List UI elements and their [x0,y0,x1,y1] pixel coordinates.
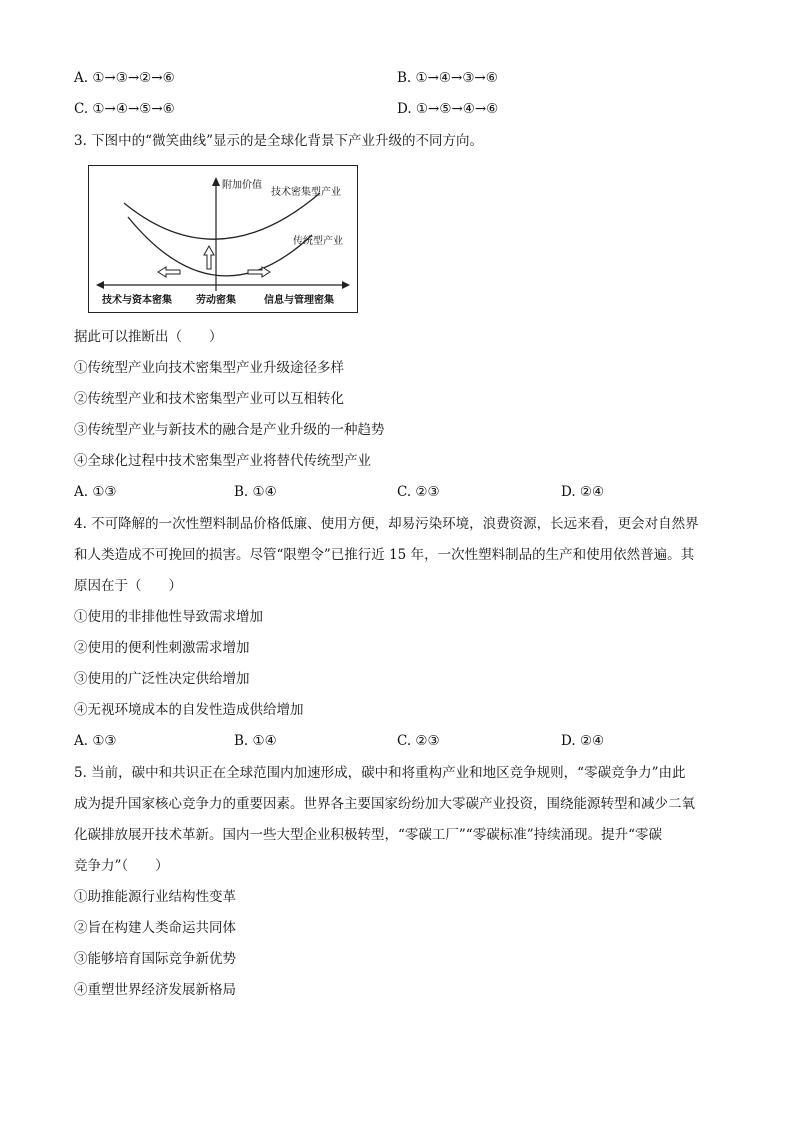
q3-statement-4: ④全球化过程中技术密集型产业将替代传统型产业 [74,453,371,469]
y-axis-label: 附加价值 [222,180,262,191]
q2-option-b: B. ①→④→③→⑥ [397,70,498,86]
q4-statement-1: ①使用的非排他性导致需求增加 [74,609,263,625]
q3-statement-3: ③传统型产业与新技术的融合是产业升级的一种趋势 [74,422,385,438]
q4-statement-2: ②使用的便利性刺激需求增加 [74,640,250,656]
q4-statement-4: ④无视环境成本的自发性造成供给增加 [74,702,304,718]
q5-statement-3: ③能够培育国际竞争新优势 [74,951,236,967]
smile-curve-figure [88,165,358,313]
x-left-label: 技术与资本密集 [102,295,172,306]
q5-stem-line-2: 成为提升国家核心竞争力的重要因素。世界各主要国家纷纷加大零碳产业投资，围绕能源转型和减少二氧 [74,796,695,812]
q5-statement-2: ②旨在构建人类命运共同体 [74,920,236,936]
q5-statement-4: ④重塑世界经济发展新格局 [74,982,236,998]
q3-statement-2: ②传统型产业和技术密集型产业可以互相转化 [74,391,344,407]
q3-prompt: 据此可以推断出（ ） [74,329,223,345]
q4-option-b: B. ①④ [234,733,277,749]
curve-bottom-label: 传统型产业 [293,236,343,247]
q2-option-d: D. ①→⑤→④→⑥ [397,101,499,117]
q5-statement-1: ①助推能源行业结构性变革 [74,889,236,905]
x-right-label: 信息与管理密集 [264,295,334,306]
q4-option-c: C. ②③ [397,733,440,749]
q3-option-c: C. ②③ [397,484,440,500]
q5-stem-line-1: 5. 当前，碳中和共识正在全球范围内加速形成，碳中和将重构产业和地区竞争规则，“零碳竞争力”由此 [74,765,686,781]
q4-stem-line-1: 4. 不可降解的一次性塑料制品价格低廉、使用方便，却易污染环境，浪费资源，长远来看，更会对自然界 [74,516,699,532]
q4-option-a: A. ①③ [74,733,117,749]
q2-option-c: C. ①→④→⑤→⑥ [74,101,175,117]
curve-top-label: 技术密集型产业 [271,187,341,198]
q3-stem: 3. 下图中的“微笑曲线”显示的是全球化背景下产业升级的不同方向。 [74,133,483,149]
q3-statement-1: ①传统型产业向技术密集型产业升级途径多样 [74,360,344,376]
q3-option-d: D. ②④ [561,484,605,500]
q4-stem-line-3: 原因在于（ ） [74,578,182,594]
q2-option-a: A. ①→③→②→⑥ [74,70,175,86]
q4-option-d: D. ②④ [561,733,605,749]
q3-option-b: B. ①④ [234,484,277,500]
q5-stem-line-4: 竞争力”（ ） [74,858,169,874]
x-center-label: 劳动密集 [196,295,236,306]
q4-stem-line-2: 和人类造成不可挽回的损害。尽管“限塑令”已推行近 15 年，一次性塑料制品的生产和使用依然普遍。其 [74,547,695,563]
q3-option-a: A. ①③ [74,484,117,500]
q4-statement-3: ③使用的广泛性决定供给增加 [74,671,250,687]
q5-stem-line-3: 化碳排放展开技术革新。国内一些大型企业积极转型，“零碳工厂”“零碳标准”持续涌现。提升“零碳 [74,827,663,843]
